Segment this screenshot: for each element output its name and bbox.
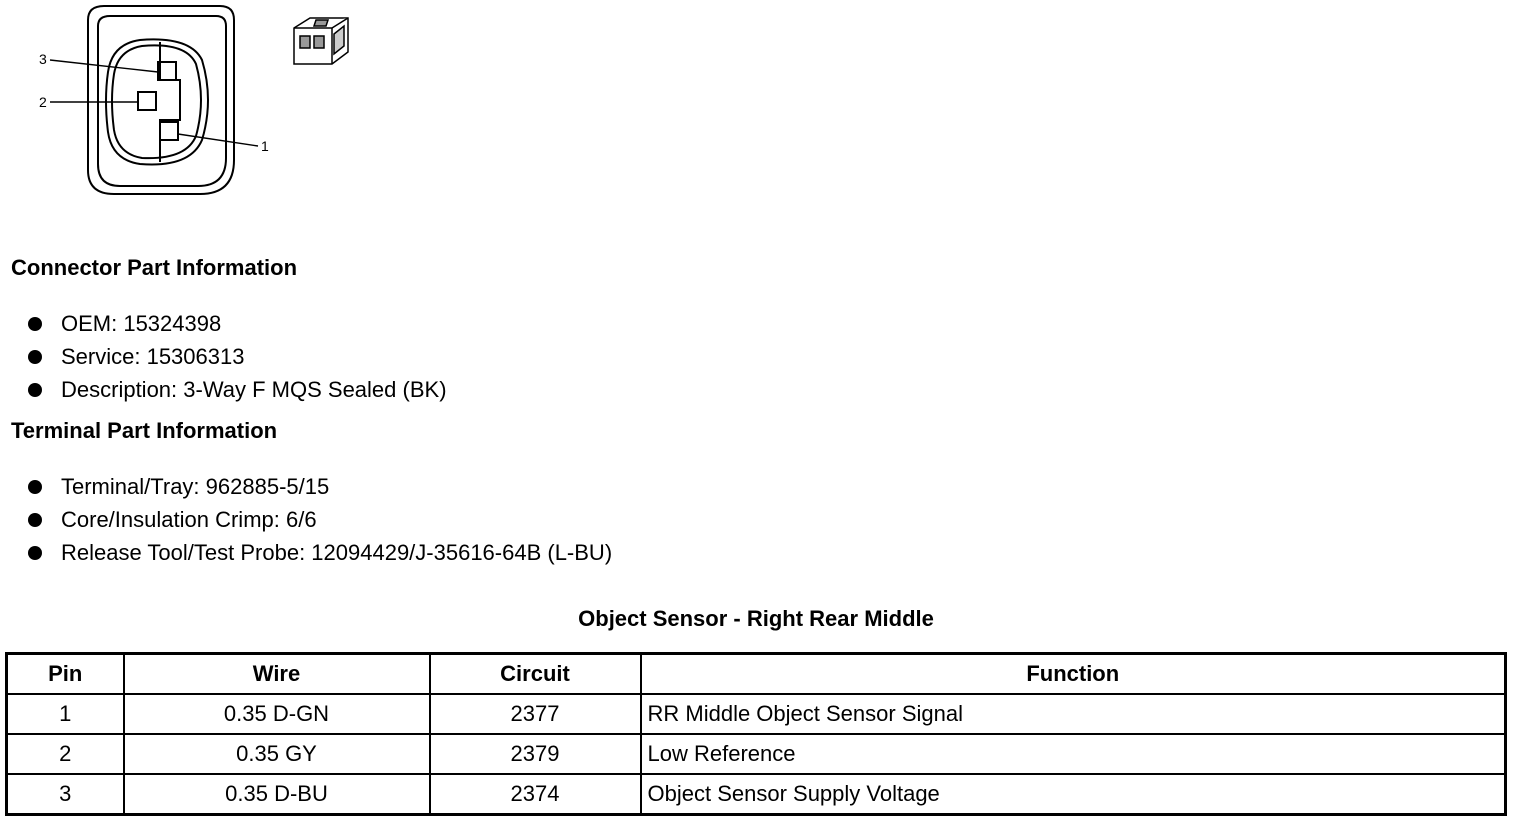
cell-circuit: 2374 (430, 774, 641, 815)
list-item (28, 307, 447, 340)
cell-function: Low Reference (641, 734, 1506, 774)
bullet-icon (28, 546, 42, 560)
header-function: Function (641, 654, 1506, 695)
header-wire: Wire (124, 654, 430, 695)
pin-label-2: 2 (39, 94, 47, 110)
list-item (28, 340, 447, 373)
table-row (7, 774, 1506, 815)
bullet-icon (28, 317, 42, 331)
cell-circuit: 2379 (430, 734, 641, 774)
cell-wire: 0.35 GY (124, 734, 430, 774)
table-header-row (7, 654, 1506, 695)
connector-face-diagram (30, 0, 290, 200)
pin-label-1: 1 (261, 138, 269, 154)
cell-pin: 3 (7, 774, 124, 815)
cell-function: Object Sensor Supply Voltage (641, 774, 1506, 815)
connector-info-heading: Connector Part Information (11, 255, 298, 280)
list-item (28, 503, 612, 536)
list-item (28, 470, 612, 503)
terminal-info-heading: Terminal Part Information (11, 418, 278, 443)
list-item (28, 536, 612, 569)
connector-description: Description: 3-Way F MQS Sealed (BK) (61, 377, 447, 402)
terminal-crimp: Core/Insulation Crimp: 6/6 (61, 507, 317, 532)
cell-pin: 1 (7, 694, 124, 734)
terminal-release-tool: Release Tool/Test Probe: 12094429/J-35616-64B (L-BU) (61, 540, 613, 565)
table-row (7, 734, 1506, 774)
header-circuit: Circuit (430, 654, 641, 695)
header-pin: Pin (7, 654, 124, 695)
terminal-tray: Terminal/Tray: 962885-5/15 (61, 474, 330, 499)
pinout-table (5, 652, 1507, 816)
table-row (7, 694, 1506, 734)
cell-pin: 2 (7, 734, 124, 774)
bullet-icon (28, 383, 42, 397)
table-title: Object Sensor - Right Rear Middle (578, 606, 934, 631)
cell-wire: 0.35 D-BU (124, 774, 430, 815)
bullet-icon (28, 513, 42, 527)
cell-function: RR Middle Object Sensor Signal (641, 694, 1506, 734)
bullet-icon (28, 480, 42, 494)
connector-thumbnail-icon (288, 12, 358, 68)
connector-oem: OEM: 15324398 (61, 311, 222, 336)
list-item (28, 373, 447, 406)
connector-info-list (28, 307, 447, 406)
cell-wire: 0.35 D-GN (124, 694, 430, 734)
terminal-info-list (28, 470, 612, 569)
cell-circuit: 2377 (430, 694, 641, 734)
bullet-icon (28, 350, 42, 364)
connector-service: Service: 15306313 (61, 344, 245, 369)
pin-label-3: 3 (39, 51, 47, 67)
